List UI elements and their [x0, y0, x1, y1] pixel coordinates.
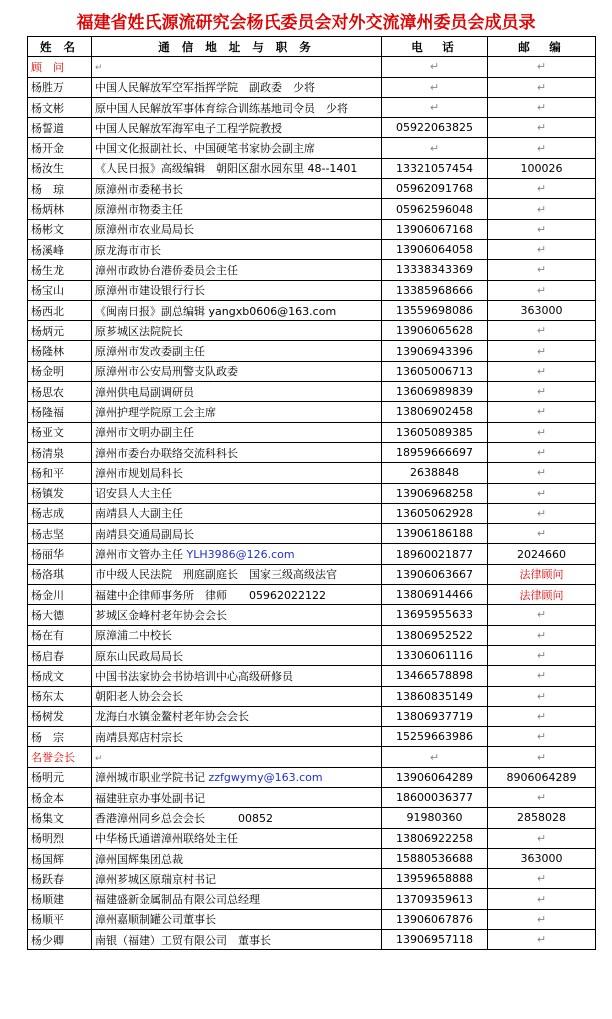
member-postcode: ↵: [488, 645, 596, 665]
member-postcode: ↵: [488, 422, 596, 442]
address-text: 原漳州市建设银行行长: [95, 284, 205, 298]
member-name: 杨清泉: [28, 442, 92, 462]
address-text: 漳州护理学院原工会主席: [95, 405, 216, 419]
member-postcode: 2858028: [488, 808, 596, 828]
table-row: [28, 564, 596, 584]
member-name: 杨丽华: [28, 544, 92, 564]
member-name: 杨开金: [28, 138, 92, 158]
member-phone: 13906065628: [382, 321, 488, 341]
member-phone: 13605006713: [382, 361, 488, 381]
member-address: [92, 524, 382, 544]
member-address: [92, 239, 382, 259]
member-phone: 13906064058: [382, 239, 488, 259]
member-phone: 13906968258: [382, 483, 488, 503]
member-name: 杨镇发: [28, 483, 92, 503]
member-name: 杨少卿: [28, 930, 92, 950]
member-phone: 15259663986: [382, 727, 488, 747]
member-phone: ↵: [382, 77, 488, 97]
address-text: 芗城区金峰村老年协会会长: [95, 608, 227, 622]
member-phone: 13466578898: [382, 666, 488, 686]
member-address: [92, 585, 382, 605]
member-postcode: ↵: [488, 442, 596, 462]
member-name: 杨集文: [28, 808, 92, 828]
member-postcode: ↵: [488, 869, 596, 889]
table-row: [28, 828, 596, 848]
address-text: ↵: [95, 63, 103, 74]
member-phone: ↵: [382, 138, 488, 158]
member-address: [92, 57, 382, 77]
member-address: [92, 280, 382, 300]
member-postcode: ↵: [488, 341, 596, 361]
member-postcode: ↵: [488, 483, 596, 503]
address-text: 中国人民解放军海军电子工程学院教授: [95, 121, 282, 135]
address-text: 原东山民政局局长: [95, 649, 183, 663]
member-address: [92, 503, 382, 523]
member-postcode: 8906064289: [488, 767, 596, 787]
member-phone: 2638848: [382, 463, 488, 483]
member-phone: 13906064289: [382, 767, 488, 787]
member-postcode: ↵: [488, 727, 596, 747]
address-text: 漳州市委台办联络交流科科长: [95, 446, 238, 460]
member-name: 杨金本: [28, 787, 92, 807]
member-name: 杨大德: [28, 605, 92, 625]
member-postcode: ↵: [488, 118, 596, 138]
table-row: [28, 463, 596, 483]
member-postcode: ↵: [488, 747, 596, 767]
member-phone: 15880536688: [382, 848, 488, 868]
member-phone: 13605089385: [382, 422, 488, 442]
table-row: [28, 889, 596, 909]
member-name: 杨思农: [28, 382, 92, 402]
member-address: [92, 828, 382, 848]
table-row: [28, 848, 596, 868]
table-row: [28, 321, 596, 341]
member-address: [92, 706, 382, 726]
member-name: 杨生龙: [28, 260, 92, 280]
member-name: 杨胜万: [28, 77, 92, 97]
member-address: [92, 260, 382, 280]
table-row: [28, 909, 596, 929]
member-roster-table: [27, 36, 596, 950]
member-postcode: ↵: [488, 909, 596, 929]
member-address: [92, 869, 382, 889]
table-row: [28, 402, 596, 422]
address-text: 漳州市文明办副主任: [95, 426, 194, 440]
member-name: 杨顺建: [28, 889, 92, 909]
member-address: [92, 930, 382, 950]
member-phone: 13559698086: [382, 300, 488, 320]
member-postcode: ↵: [488, 524, 596, 544]
section-label: 顾 问: [28, 57, 92, 77]
member-name: 杨金川: [28, 585, 92, 605]
member-name: 杨炳元: [28, 321, 92, 341]
member-name: 杨文彬: [28, 97, 92, 117]
table-row: [28, 544, 596, 564]
table-row: [28, 442, 596, 462]
table-row: [28, 686, 596, 706]
member-address: [92, 138, 382, 158]
member-phone: 13906186188: [382, 524, 488, 544]
member-address: [92, 382, 382, 402]
member-name: 杨跃春: [28, 869, 92, 889]
member-phone: 13709359613: [382, 889, 488, 909]
member-name: 杨西北: [28, 300, 92, 320]
address-text: 南靖县人大副主任: [95, 507, 183, 521]
member-address: [92, 564, 382, 584]
member-address: [92, 767, 382, 787]
table-row: [28, 767, 596, 787]
member-address: [92, 645, 382, 665]
member-postcode: 2024660: [488, 544, 596, 564]
address-text: 龙海白水镇金鳌村老年协会会长: [95, 710, 249, 724]
member-phone: 13806937719: [382, 706, 488, 726]
table-row: [28, 199, 596, 219]
table-row: [28, 524, 596, 544]
member-phone: 13906067876: [382, 909, 488, 929]
address-text: 漳州供电局副调研员: [95, 385, 194, 399]
member-phone: 13806902458: [382, 402, 488, 422]
member-postcode: ↵: [488, 889, 596, 909]
address-text: 中国人民解放军空军指挥学院 副政委 少将: [95, 81, 315, 95]
member-postcode: ↵: [488, 219, 596, 239]
table-row: [28, 869, 596, 889]
member-address: [92, 727, 382, 747]
member-postcode: ↵: [488, 787, 596, 807]
member-phone: 13959658888: [382, 869, 488, 889]
table-row: [28, 605, 596, 625]
member-name: 杨和平: [28, 463, 92, 483]
address-text: 原芗城区法院院长: [95, 324, 183, 338]
table-row: [28, 727, 596, 747]
header-row: [28, 37, 596, 57]
table-row: [28, 341, 596, 361]
address-text: 漳州国辉集团总裁: [95, 852, 183, 866]
member-address: [92, 219, 382, 239]
member-name: 杨 琼: [28, 179, 92, 199]
member-postcode: ↵: [488, 625, 596, 645]
member-address: [92, 341, 382, 361]
address-text: 南靖县交通局副局长: [95, 527, 194, 541]
member-postcode: ↵: [488, 463, 596, 483]
table-row: [28, 361, 596, 381]
member-postcode: 363000: [488, 300, 596, 320]
address-text: 福建中企律师事务所 律师 05962022122: [95, 588, 326, 602]
member-name: 杨明元: [28, 767, 92, 787]
member-phone: 13695955633: [382, 605, 488, 625]
address-text: ↵: [95, 753, 103, 764]
table-row: [28, 625, 596, 645]
member-phone: 13906943396: [382, 341, 488, 361]
member-name: 杨溪峰: [28, 239, 92, 259]
address-text: 中华杨氏通谱漳州联络处主任: [95, 832, 238, 846]
member-postcode: ↵: [488, 321, 596, 341]
member-phone: 13906063667: [382, 564, 488, 584]
document-title: 福建省姓氏源流研究会杨氏委员会对外交流漳州委员会成员录: [76, 13, 536, 33]
address-text: 漳州市规划局科长: [95, 466, 183, 480]
member-address: [92, 848, 382, 868]
member-postcode: ↵: [488, 686, 596, 706]
member-address: [92, 402, 382, 422]
header-phone: 电 话: [382, 37, 488, 57]
address-text: 原漳州市农业局局长: [95, 223, 194, 237]
member-address: [92, 666, 382, 686]
member-address: [92, 300, 382, 320]
member-name: 杨 宗: [28, 727, 92, 747]
address-text: 南靖县郑店村宗长: [95, 730, 183, 744]
member-name: 杨誓道: [28, 118, 92, 138]
member-address: [92, 158, 382, 178]
member-phone: 18960021877: [382, 544, 488, 564]
member-phone: 18600036377: [382, 787, 488, 807]
address-text: 朝阳老人协会会长: [95, 690, 183, 704]
table-row: [28, 280, 596, 300]
section-row: [28, 57, 596, 77]
table-row: [28, 930, 596, 950]
table-row: [28, 118, 596, 138]
member-phone: 13860835149: [382, 686, 488, 706]
member-phone: ↵: [382, 97, 488, 117]
member-name: 杨树发: [28, 706, 92, 726]
address-text: 中国书法家协会书协培训中心高级研修员: [95, 669, 293, 683]
member-postcode: ↵: [488, 402, 596, 422]
member-address: [92, 463, 382, 483]
table-row: [28, 179, 596, 199]
table-row: [28, 239, 596, 259]
member-postcode: ↵: [488, 706, 596, 726]
member-address: [92, 321, 382, 341]
member-postcode: ↵: [488, 97, 596, 117]
member-phone: 18959666697: [382, 442, 488, 462]
member-address: [92, 787, 382, 807]
member-address: [92, 199, 382, 219]
table-row: [28, 666, 596, 686]
member-phone: 05962596048: [382, 199, 488, 219]
member-postcode: ↵: [488, 57, 596, 77]
member-name: 杨启春: [28, 645, 92, 665]
address-text: 香港漳州同乡总会会长 00852: [95, 811, 273, 825]
table-row: [28, 138, 596, 158]
table-row: [28, 422, 596, 442]
member-phone: 13806914466: [382, 585, 488, 605]
address-text: 原漳州市公安局刑警支队政委: [95, 365, 238, 379]
member-phone: 13605062928: [382, 503, 488, 523]
member-name: 杨金明: [28, 361, 92, 381]
member-postcode: ↵: [488, 280, 596, 300]
member-postcode: ↵: [488, 260, 596, 280]
member-phone: ↵: [382, 57, 488, 77]
address-text: 诏安县人大主任: [95, 487, 172, 501]
member-name: 杨顺平: [28, 909, 92, 929]
member-phone: 13906957118: [382, 930, 488, 950]
address-text: 《闽南日报》副总编辑 yangxb0606@163.com: [95, 304, 337, 318]
member-phone: 13321057454: [382, 158, 488, 178]
address-text: 漳州市文管办主任: [95, 548, 187, 562]
email-link[interactable]: zzfgwymy@163.com: [208, 771, 323, 785]
address-text: 《人民日报》高级编辑 朝阳区甜水园东里 48--1401: [95, 162, 358, 176]
member-phone: 13806922258: [382, 828, 488, 848]
member-postcode: ↵: [488, 930, 596, 950]
member-name: 杨东太: [28, 686, 92, 706]
member-address: [92, 909, 382, 929]
member-address: [92, 686, 382, 706]
address-text: 南银（福建）工贸有限公司 董事长: [95, 933, 271, 947]
member-phone: 13906067168: [382, 219, 488, 239]
member-address: [92, 483, 382, 503]
member-address: [92, 97, 382, 117]
member-postcode: ↵: [488, 179, 596, 199]
member-name: 杨汝生: [28, 158, 92, 178]
member-name: 杨宝山: [28, 280, 92, 300]
member-postcode: ↵: [488, 138, 596, 158]
table-row: [28, 808, 596, 828]
address-text: 原中国人民解放军事体育综合训练基地司令员 少将: [95, 101, 348, 115]
email-link[interactable]: YLH3986@126.com: [186, 548, 295, 562]
member-postcode: 法律顾问: [488, 564, 596, 584]
table-row: [28, 483, 596, 503]
member-postcode: ↵: [488, 77, 596, 97]
member-address: [92, 605, 382, 625]
member-postcode: ↵: [488, 361, 596, 381]
member-name: 杨炳林: [28, 199, 92, 219]
member-name: 杨志坚: [28, 524, 92, 544]
member-name: 杨亚文: [28, 422, 92, 442]
member-name: 杨明烈: [28, 828, 92, 848]
member-address: [92, 442, 382, 462]
member-phone: 13306061116: [382, 645, 488, 665]
section-label: 名誉会长: [28, 747, 92, 767]
member-name: 杨国辉: [28, 848, 92, 868]
address-text: 原漳州市发改委副主任: [95, 345, 205, 359]
member-postcode: ↵: [488, 503, 596, 523]
member-address: [92, 422, 382, 442]
member-phone: 05922063825: [382, 118, 488, 138]
header-postcode: 邮 编: [488, 37, 596, 57]
address-text: 漳州城市职业学院书记: [95, 771, 209, 785]
member-postcode: ↵: [488, 828, 596, 848]
address-text: 原漳州市物委主任: [95, 203, 183, 217]
member-name: 杨隆福: [28, 402, 92, 422]
table-row: [28, 77, 596, 97]
member-address: [92, 747, 382, 767]
member-name: 杨志成: [28, 503, 92, 523]
member-address: [92, 544, 382, 564]
table-row: [28, 382, 596, 402]
member-phone: 05962091768: [382, 179, 488, 199]
address-text: 原漳浦二中校长: [95, 629, 172, 643]
member-address: [92, 625, 382, 645]
address-text: 中国文化报副社长、中国硬笔书家协会副主席: [95, 142, 315, 156]
member-address: [92, 118, 382, 138]
address-text: 漳州市政协台港侨委员会主任: [95, 263, 238, 277]
table-row: [28, 787, 596, 807]
table-row: [28, 585, 596, 605]
member-postcode: ↵: [488, 239, 596, 259]
member-postcode: ↵: [488, 382, 596, 402]
address-text: 漳州芗城区原瑞京村书记: [95, 872, 216, 886]
table-row: [28, 260, 596, 280]
address-text: 福建驻京办事处副书记: [95, 791, 205, 805]
address-text: 福建盛新金属制品有限公司总经理: [95, 893, 260, 907]
table-row: [28, 219, 596, 239]
table-row: [28, 300, 596, 320]
address-text: 市中级人民法院 刑庭副庭长 国家三级高级法官: [95, 568, 337, 582]
table-row: [28, 645, 596, 665]
member-phone: ↵: [382, 747, 488, 767]
section-row: [28, 747, 596, 767]
member-address: [92, 361, 382, 381]
member-postcode: 363000: [488, 848, 596, 868]
member-postcode: 法律顾问: [488, 585, 596, 605]
member-address: [92, 179, 382, 199]
address-text: 原龙海市市长: [95, 243, 161, 257]
header-name: 姓 名: [28, 37, 92, 57]
member-address: [92, 889, 382, 909]
member-name: 杨彬文: [28, 219, 92, 239]
member-phone: 13385968666: [382, 280, 488, 300]
roster-body: [28, 57, 596, 950]
member-postcode: ↵: [488, 605, 596, 625]
address-text: 原漳州市委秘书长: [95, 182, 183, 196]
member-phone: 91980360: [382, 808, 488, 828]
member-postcode: ↵: [488, 199, 596, 219]
header-address: 通 信 地 址 与 职 务: [92, 37, 382, 57]
member-phone: 13606989839: [382, 382, 488, 402]
address-text: 漳州嘉顺制罐公司董事长: [95, 913, 216, 927]
member-postcode: 100026: [488, 158, 596, 178]
member-name: 杨隆林: [28, 341, 92, 361]
member-name: 杨洛琪: [28, 564, 92, 584]
table-row: [28, 503, 596, 523]
member-name: 杨成文: [28, 666, 92, 686]
table-row: [28, 158, 596, 178]
member-address: [92, 808, 382, 828]
member-name: 杨在有: [28, 625, 92, 645]
member-postcode: ↵: [488, 666, 596, 686]
table-row: [28, 706, 596, 726]
member-phone: 13338343369: [382, 260, 488, 280]
member-phone: 13806952522: [382, 625, 488, 645]
member-address: [92, 77, 382, 97]
table-row: [28, 97, 596, 117]
